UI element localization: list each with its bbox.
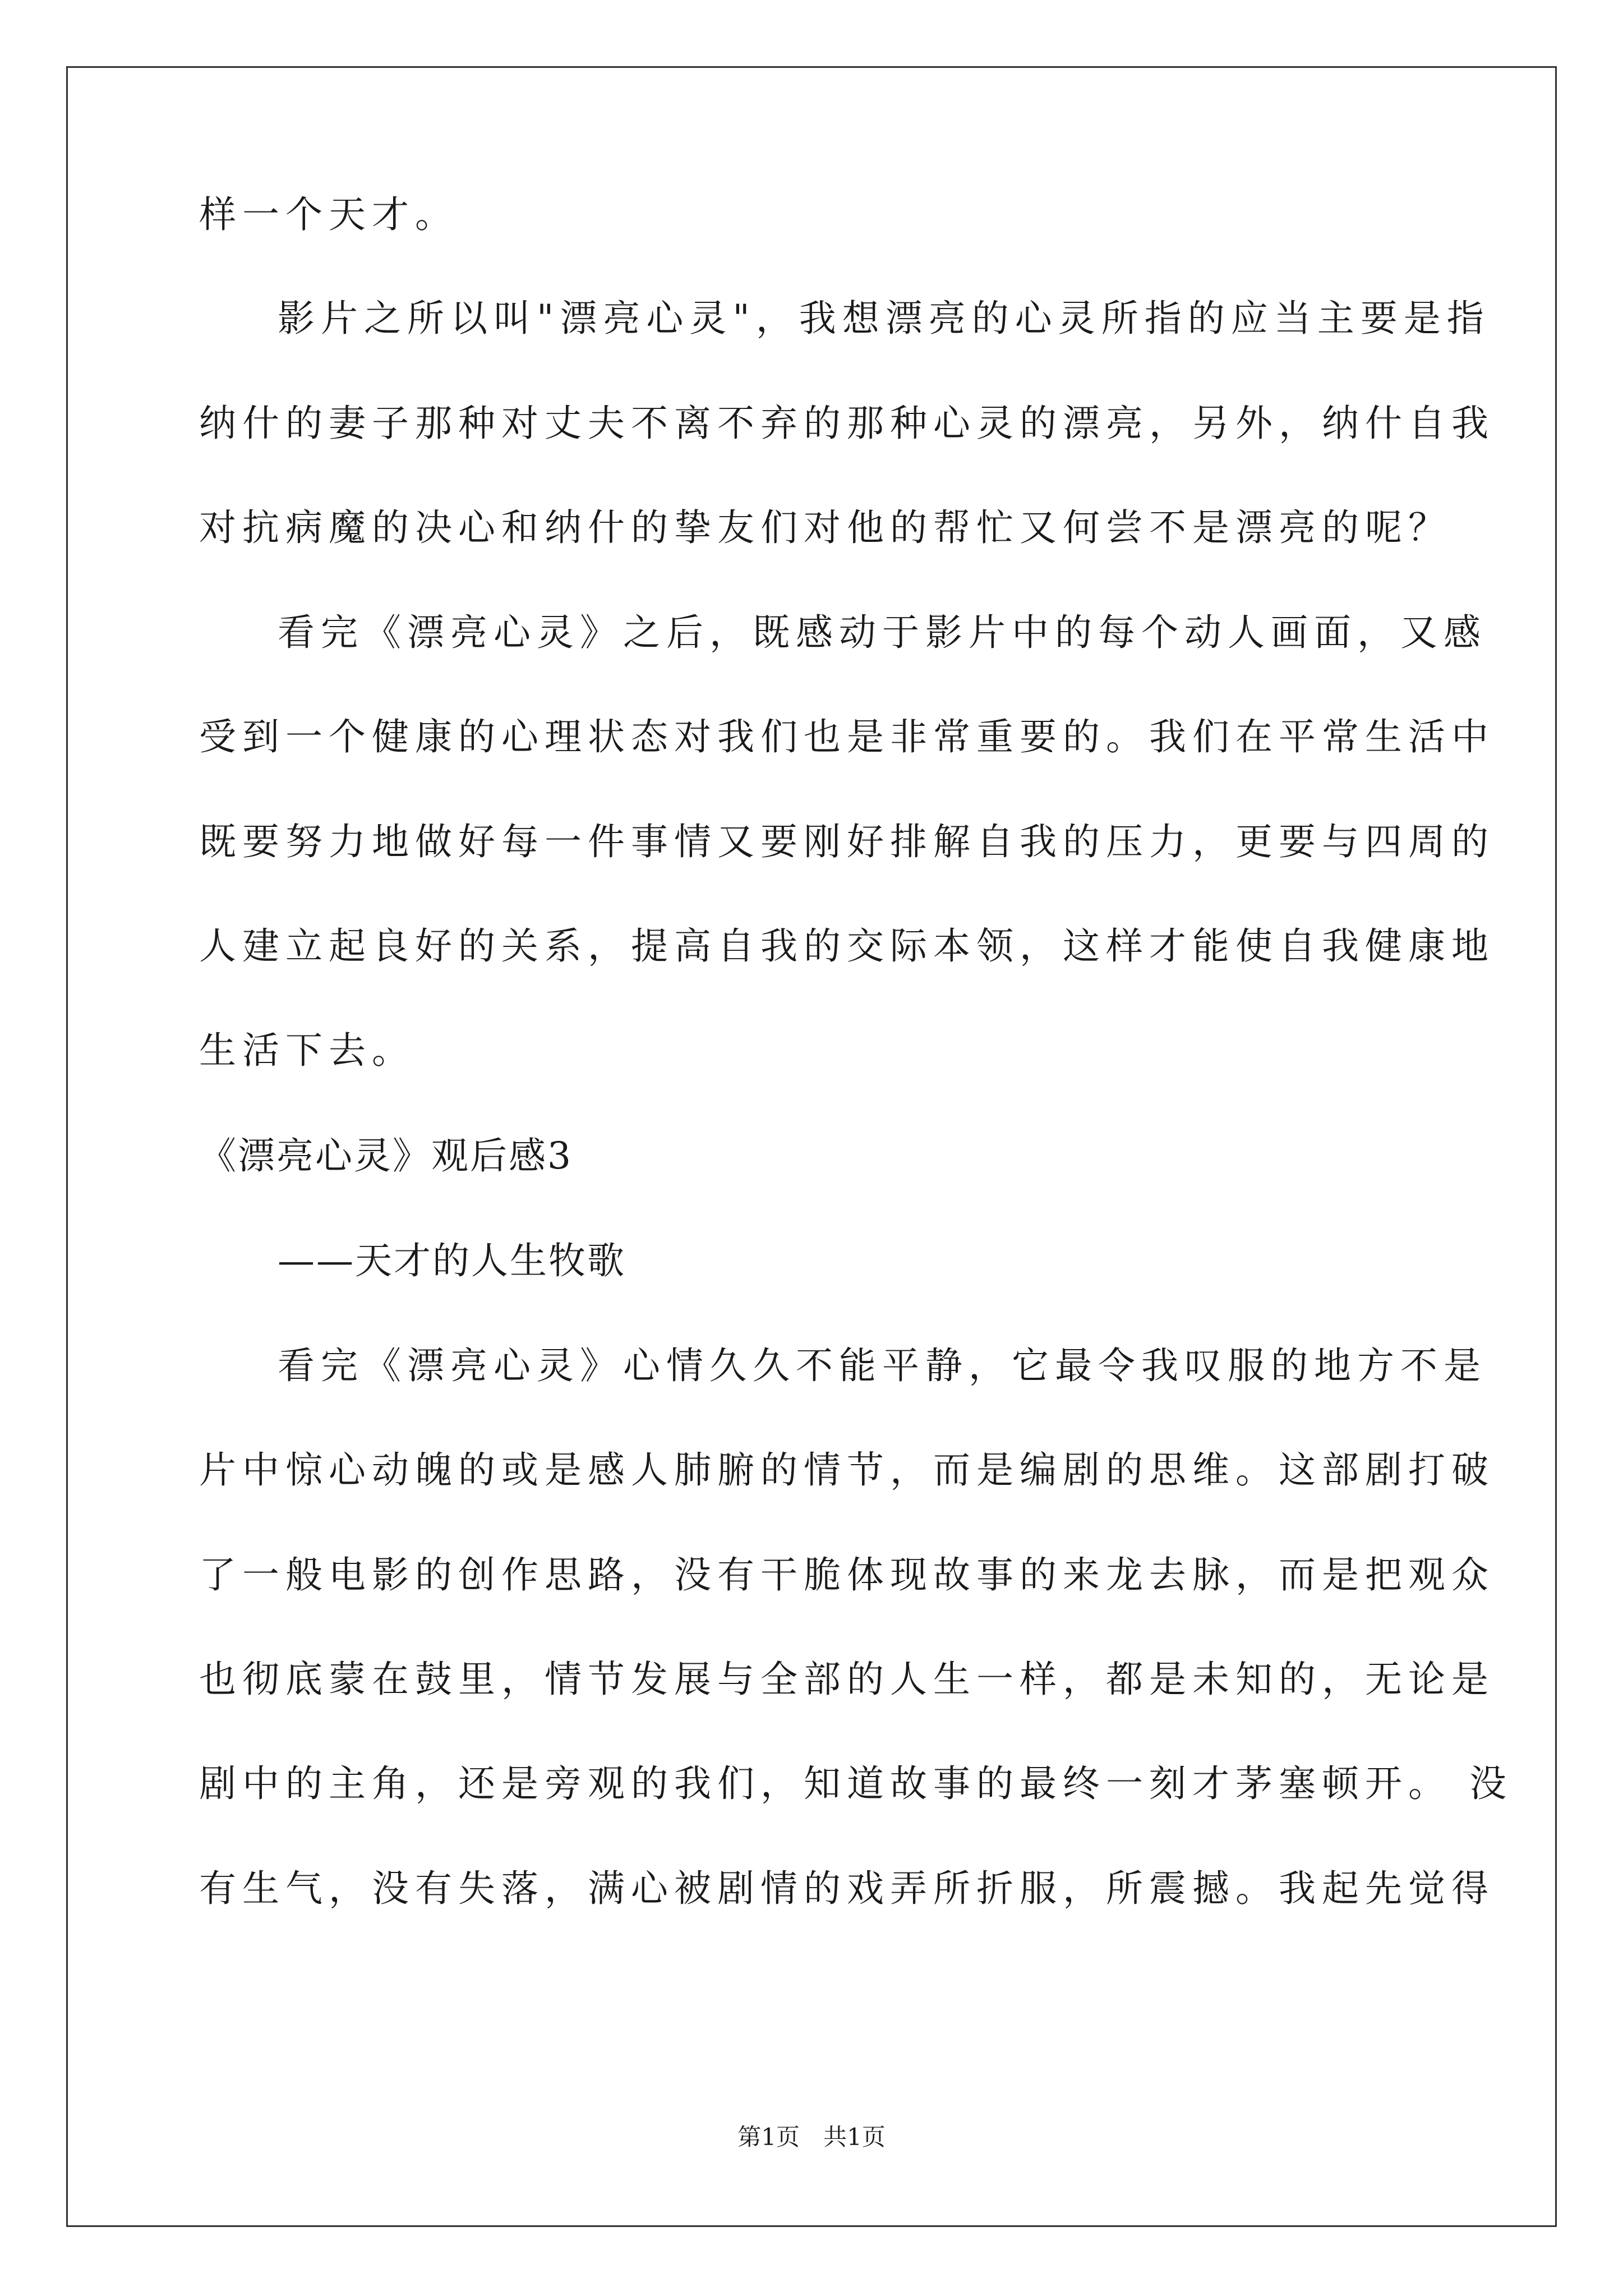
section-subtitle: ——天才的人生牧歌 [278,1239,626,1282]
text-line: 片中惊心动魄的或是感人肺腑的情节，而是编剧的思维。这部剧打破 [199,1448,1495,1492]
text-line: 生活下去。 [199,1029,415,1072]
text-line: 剧中的主角，还是旁观的我们，知道故事的最终一刻才茅塞顿开。 没 [199,1762,1513,1805]
text-line: 受到一个健康的心理状态对我们也是非常重要的。我们在平常生活中 [199,715,1495,758]
text-line: 对抗病魔的决心和纳什的挚友们对他的帮忙又何尝不是漂亮的呢？ [199,506,1451,549]
text-line: 样一个天才。 [199,193,458,236]
paragraph-start: 影片之所以叫"漂亮心灵"，我想漂亮的心灵所指的应当主要是指 [278,297,1490,340]
text-line: 纳什的妻子那种对丈夫不离不弃的那种心灵的漂亮，另外，纳什自我 [199,402,1495,445]
paragraph-start: 看完《漂亮心灵》之后，既感动于影片中的每个动人画面，又感 [278,611,1487,654]
text-line: 人建立起良好的关系，提高自我的交际本领，这样才能使自我健康地 [199,924,1495,968]
text-line: 既要努力地做好每一件事情又要刚好排解自我的压力，更要与四周的 [199,820,1495,863]
text-line: 有生气，没有失落，满心被剧情的戏弄所折服，所震撼。我起先觉得 [199,1867,1495,1910]
paragraph-start: 看完《漂亮心灵》心情久久不能平静，它最令我叹服的地方不是 [278,1344,1487,1387]
text-line: 也彻底蒙在鼓里，情节发展与全部的人生一样，都是未知的，无论是 [199,1658,1495,1701]
text-line: 了一般电影的创作思路，没有干脆体现故事的来龙去脉，而是把观众 [199,1553,1495,1596]
page-footer: 第1页 共1页 [737,2123,886,2151]
section-heading: 《漂亮心灵》观后感3 [199,1134,573,1177]
